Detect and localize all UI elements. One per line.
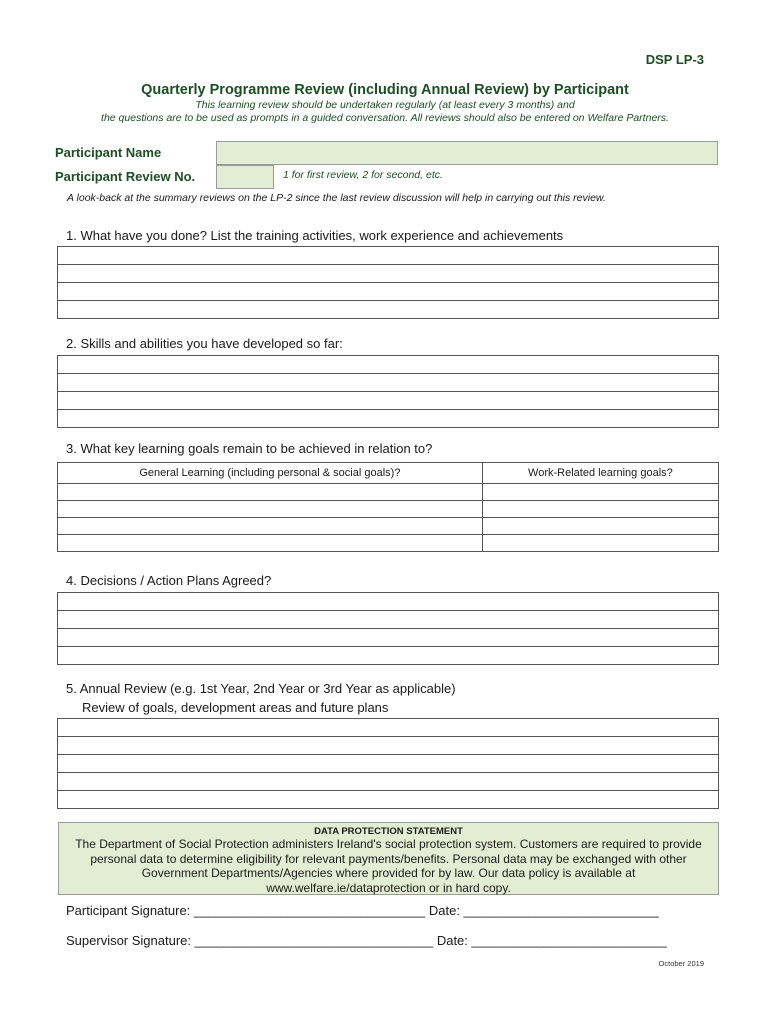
question-4-answer-lines[interactable]: [57, 592, 719, 665]
lookback-note: A look-back at the summary reviews on the LP-2 since the last review discussion will help in carrying out this review.: [67, 192, 606, 204]
participant-name-field[interactable]: [216, 141, 718, 165]
subtitle-line-2: the questions are to be used as prompts in a guided conversation. All reviews should also be entered on Welfare Partners.: [101, 112, 669, 124]
answer-line[interactable]: [57, 392, 719, 410]
answer-line[interactable]: [57, 719, 719, 737]
question-2-answer-lines[interactable]: [57, 355, 719, 428]
goal-cell[interactable]: [482, 518, 718, 535]
question-5-answer-lines[interactable]: [57, 718, 719, 809]
data-protection-title: DATA PROTECTION STATEMENT: [314, 826, 463, 837]
participant-review-no-field[interactable]: [216, 165, 274, 189]
data-protection-text: The Department of Social Protection administers Ireland's social protection system. Customers are required to provide personal data to determine eligibility for relevant payments/benefits. Personal data may be exchanged with other Government Departments/Agencies where provided for by law. Our data policy is available at www.welfare.ie/dataprotection or in hard copy.: [75, 837, 702, 895]
review-no-hint: 1 for first review, 2 for second, etc.: [283, 169, 443, 181]
question-2: 2. Skills and abilities you have developed so far:: [66, 336, 343, 351]
answer-line[interactable]: [57, 611, 719, 629]
answer-line[interactable]: [57, 283, 719, 301]
learning-goals-table: [57, 462, 719, 552]
answer-line[interactable]: [57, 301, 719, 319]
goal-cell[interactable]: [482, 501, 718, 518]
goal-cell[interactable]: [58, 501, 483, 518]
goal-cell[interactable]: [482, 484, 718, 501]
question-5-subline: Review of goals, development areas and future plans: [82, 700, 389, 715]
footer-date: October 2019: [658, 959, 704, 968]
participant-review-no-label: Participant Review No.: [55, 169, 196, 184]
answer-line[interactable]: [57, 410, 719, 428]
work-related-header: Work-Related learning goals?: [482, 463, 718, 484]
answer-line[interactable]: [57, 593, 719, 611]
question-1-answer-lines[interactable]: [57, 246, 719, 319]
answer-line[interactable]: [57, 374, 719, 392]
goal-cell[interactable]: [482, 535, 718, 552]
goal-cell[interactable]: [58, 518, 483, 535]
answer-line[interactable]: [57, 647, 719, 665]
answer-line[interactable]: [57, 265, 719, 283]
answer-line[interactable]: [57, 247, 719, 265]
answer-line[interactable]: [57, 755, 719, 773]
question-5: 5. Annual Review (e.g. 1st Year, 2nd Year or 3rd Year as applicable): [66, 681, 456, 696]
goal-cell[interactable]: [58, 484, 483, 501]
answer-line[interactable]: [57, 629, 719, 647]
general-learning-header: General Learning (including personal & social goals)?: [58, 463, 483, 484]
supervisor-signature-line[interactable]: Supervisor Signature: _________________________________ Date: ___________________________: [66, 933, 667, 948]
answer-line[interactable]: [57, 791, 719, 809]
goal-cell[interactable]: [58, 535, 483, 552]
participant-name-label: Participant Name: [55, 145, 162, 160]
question-3: 3. What key learning goals remain to be achieved in relation to?: [66, 441, 433, 456]
question-4: 4. Decisions / Action Plans Agreed?: [66, 573, 272, 588]
participant-signature-line[interactable]: Participant Signature: ________________________________ Date: ___________________________: [66, 903, 659, 918]
answer-line[interactable]: [57, 773, 719, 791]
answer-line[interactable]: [57, 737, 719, 755]
question-1: 1. What have you done? List the training activities, work experience and achievements: [66, 228, 564, 243]
page-title: Quarterly Programme Review (including Annual Review) by Participant: [141, 82, 629, 98]
answer-line[interactable]: [57, 356, 719, 374]
data-protection-statement: [58, 822, 719, 895]
subtitle-line-1: This learning review should be undertaken regularly (at least every 3 months) and: [195, 99, 575, 111]
form-code: DSP LP-3: [645, 52, 704, 67]
